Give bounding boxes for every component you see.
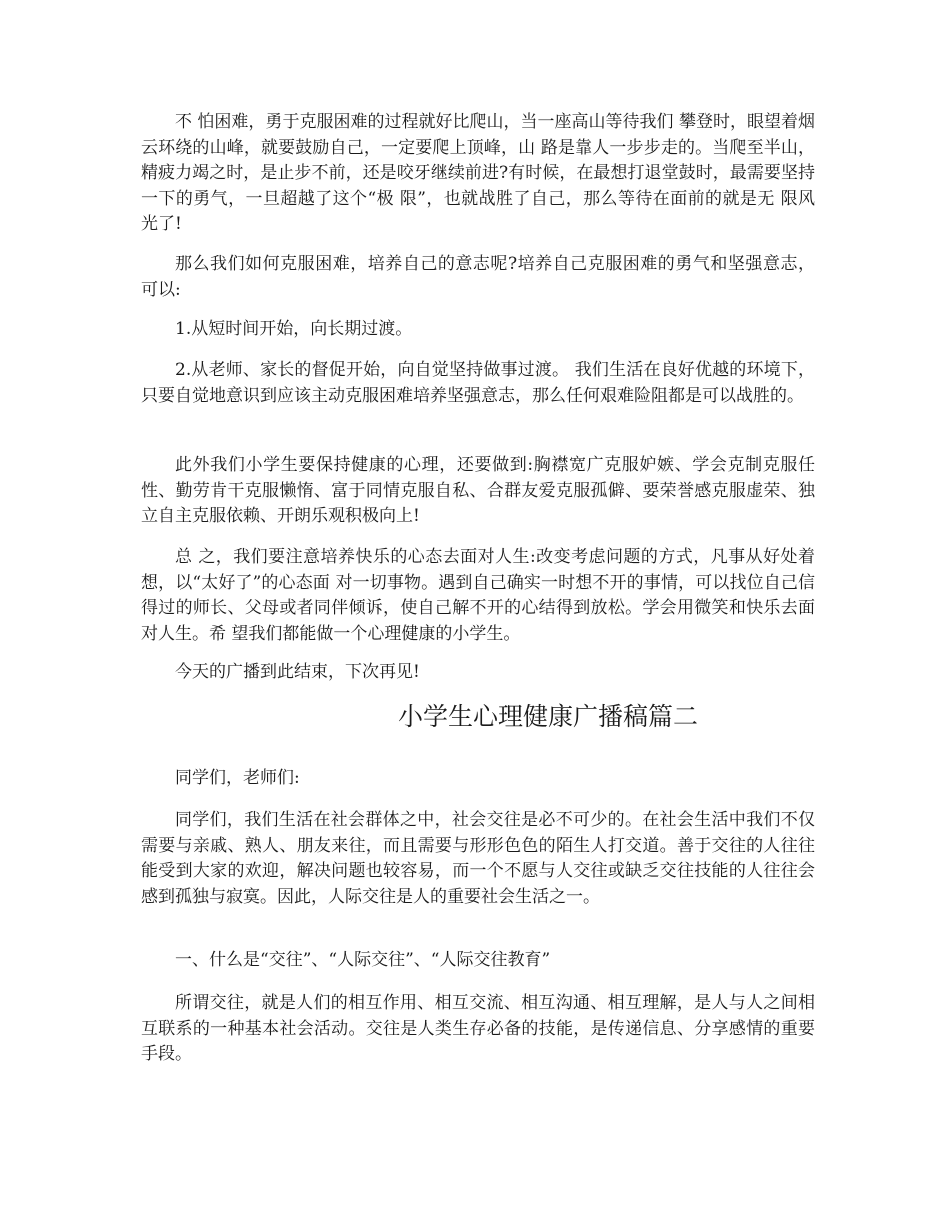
paragraph-how-to-overcome: 那么我们如何克服困难，培养自己的意志呢?培养自己克服困难的勇气和坚强意志， 可以: bbox=[141, 254, 815, 300]
paragraph-climbing-metaphor: 不 怕困难，勇于克服困难的过程就好比爬山，当一座高山等待我们 攀登时，眼望着烟云环绕的山峰，就要鼓励自己，一定要爬上顶峰，山 路是靠人一步步走的。当爬至半山，精疲力竭之时，是止步不前，还是咬牙继续前进?有时候，在最想打退堂鼓时，最需要坚持一下的勇气，一旦超越了这个“极 限”，也就战胜了自己，那么等待在面前的就是无 限风光了! bbox=[141, 112, 815, 235]
paragraph-summary: 总 之，我们要注意培养快乐的心态去面对人生:改变考虑问题的方式，凡事从好处着想，以“太好了”的心态面 对一切事物。遇到自己确实一时想不开的事情，可以找位自己信得过的师长、父母或者同伴倾诉，使自己解不开的心结得到放松。学会用微笑和快乐去面对人生。希 望我们都能做一个心理健康的小学生。 bbox=[141, 547, 815, 644]
paragraph-greeting: 同学们，老师们: bbox=[175, 768, 300, 788]
paragraph-social-life: 同学们，我们生活在社会群体之中，社会交往是必不可少的。在社会生活中我们不仅需要与亲戚、熟人、朋友来往，而且需要与形形色色的陌生人打交道。善于交往的人往往能受到大家的欢迎，解决问题也较容易，而一个不愿与人交往或缺乏交往技能的人往往会感到孤独与寂寞。因此，人际交往是人的重要社会生活之一。 bbox=[141, 810, 815, 907]
list-item-2: 2.从老师、家长的督促开始，向自觉坚持做事过渡。 我们生活在良好优越的环境下，只要自觉地意识到应该主动克服困难培养坚强意志，那么任何艰难险阻都是可以战胜的。 bbox=[141, 360, 815, 406]
section-heading-1: 一、什么是“交往”、“人际交往”、“人际交往教育” bbox=[175, 950, 551, 970]
list-item-1: 1.从短时间开始，向长期过渡。 bbox=[175, 319, 413, 339]
section-title: 小学生心理健康广播稿篇二 bbox=[397, 702, 698, 731]
paragraph-closing: 今天的广播到此结束，下次再见! bbox=[175, 662, 420, 682]
paragraph-healthy-mind: 此外我们小学生要保持健康的心理，还要做到:胸襟宽广克服妒嫉、学会克制克服任性、勤劳肯干克服懒惰、富于同情克服自私、合群友爱克服孤僻、要荣誉感克服虚荣、独立自主克服依赖、开朗乐观积极向上! bbox=[141, 455, 815, 527]
paragraph-definition: 所谓交往，就是人们的相互作用、相互交流、相互沟通、相互理解，是人与人之间相互联系的一种基本社会活动。交往是人类生存必备的技能，是传递信息、分享感情的重要手段。 bbox=[141, 993, 815, 1065]
